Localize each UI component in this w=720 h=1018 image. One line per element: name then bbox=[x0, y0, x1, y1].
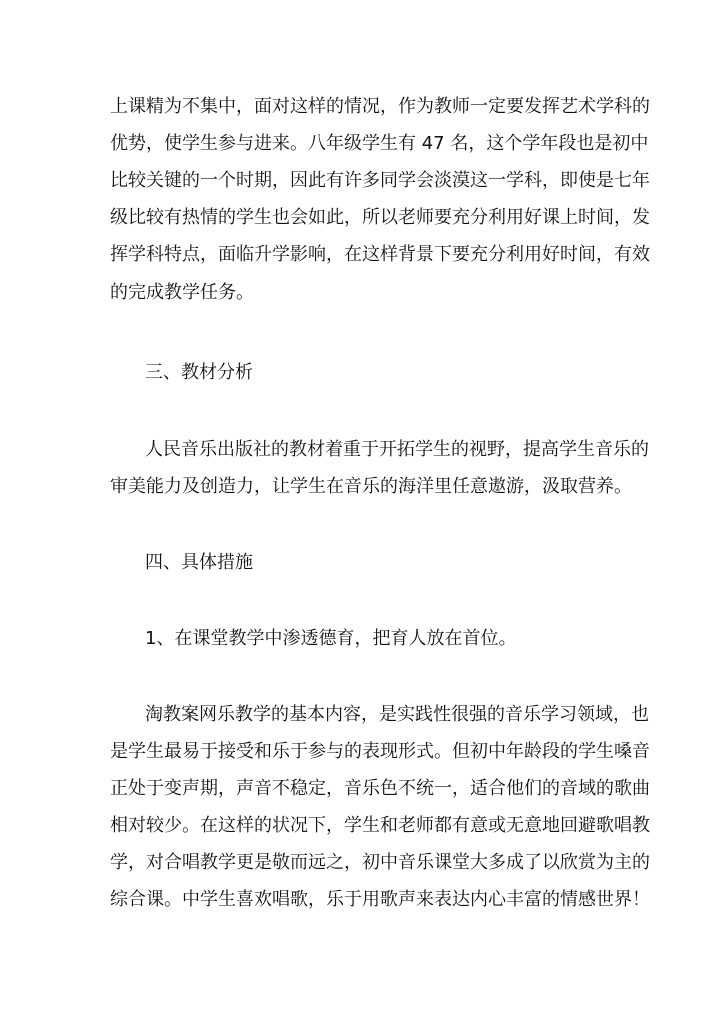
paragraph-line: 人民音乐出版社的教材着重于开拓学生的视野，提高学生音乐的 bbox=[145, 439, 649, 460]
list-item: 1、在课堂教学中渗透德育，把育人放在首位。 bbox=[145, 628, 517, 649]
section-heading: 三、教材分析 bbox=[145, 362, 253, 383]
paragraph-line: 是学生最易于接受和乐于参与的表现形式。但初中年龄段的学生嗓音 bbox=[110, 741, 650, 762]
paragraph-line: 淘教案网乐教学的基本内容，是实践性很强的音乐学习领域，也 bbox=[145, 704, 649, 725]
paragraph-line: 比较关键的一个时期，因此有许多同学会淡漠这一学科，即使是七年 bbox=[110, 170, 650, 191]
paragraph-line: 正处于变声期，声音不稳定，音乐色不统一，适合他们的音域的歌曲 bbox=[110, 778, 650, 799]
paragraph-line: 级比较有热情的学生也会如此，所以老师要充分利用好课上时间，发 bbox=[110, 207, 650, 228]
paragraph-line: 学，对合唱教学更是敬而远之，初中音乐课堂大多成了以欣赏为主的 bbox=[110, 852, 650, 873]
paragraph-line: 上课精为不集中，面对这样的情况，作为教师一定要发挥艺术学科的 bbox=[110, 96, 650, 117]
paragraph-line: 优势，使学生参与进来。八年级学生有 47 名，这个学年段也是初中 bbox=[110, 133, 649, 154]
paragraph-line: 综合课。中学生喜欢唱歌，乐于用歌声来表达内心丰富的情感世界！ bbox=[110, 889, 650, 910]
section-heading: 四、具体措施 bbox=[145, 552, 253, 573]
paragraph-line: 的完成教学任务。 bbox=[110, 282, 254, 303]
paragraph-line: 挥学科特点，面临升学影响，在这样背景下要充分利用好时间，有效 bbox=[110, 244, 650, 265]
paragraph-line: 相对较少。在这样的状况下，学生和老师都有意或无意地回避歌唱教 bbox=[110, 815, 650, 836]
paragraph-line: 审美能力及创造力，让学生在音乐的海洋里任意遨游，汲取营养。 bbox=[110, 476, 632, 497]
